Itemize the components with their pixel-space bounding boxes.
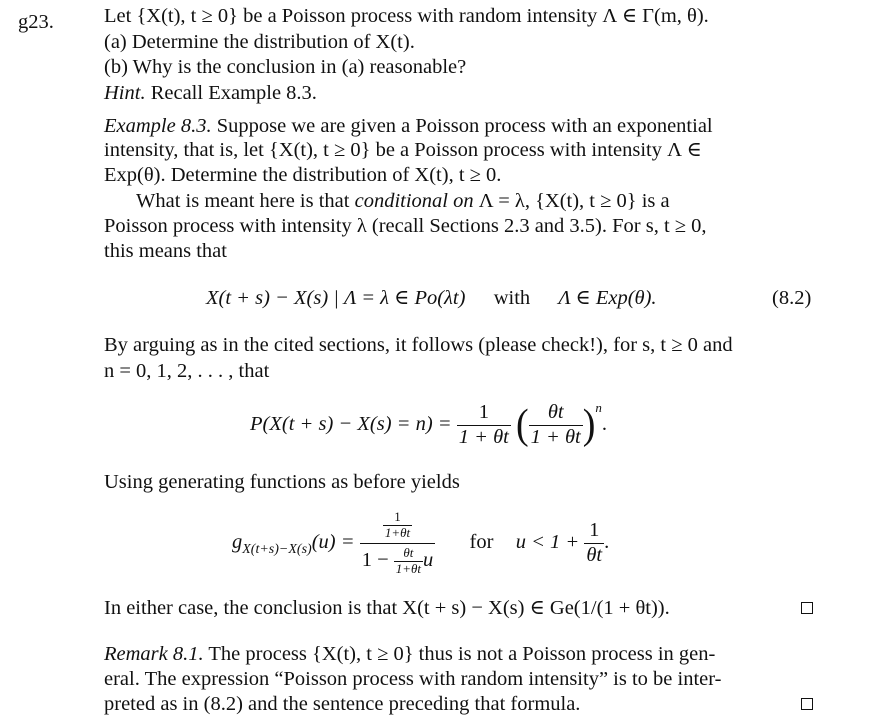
example-para2-line-3: this means that bbox=[104, 240, 227, 262]
gf-arg: (u) = bbox=[311, 531, 355, 554]
hint-label: Hint. bbox=[104, 82, 146, 104]
gf-equation bbox=[232, 510, 609, 577]
gf-inner-den: 1+θt bbox=[384, 524, 411, 540]
gf-condition: u < 1 + bbox=[515, 531, 580, 554]
gf-inner-fraction bbox=[383, 510, 412, 541]
example-para2-line-1 bbox=[136, 191, 670, 212]
gf-subscript: X(t+s)−X(s) bbox=[242, 542, 312, 558]
exercise-part-b: (b) Why is the conclusion in (a) reasonable? bbox=[104, 56, 467, 78]
equation-8-2 bbox=[206, 288, 657, 309]
hint-text: Recall Example 8.3. bbox=[150, 82, 317, 104]
example-line-1 bbox=[104, 116, 713, 137]
pmf-frac2-num: θt bbox=[529, 401, 583, 426]
gf-cond-den: θt bbox=[586, 543, 603, 566]
pmf-equation bbox=[250, 400, 607, 449]
remark-line-1 bbox=[104, 644, 715, 665]
pmf-frac1-num: 1 bbox=[457, 401, 511, 426]
exercise-number: g23. bbox=[18, 11, 54, 33]
remark-line-3: preted as in (8.2) and the sentence preceding that formula. bbox=[104, 693, 581, 715]
example-para3-line-1: By arguing as in the cited sections, it follows (please check!), for s, t ≥ 0 and bbox=[104, 334, 733, 356]
para2-text-c: Λ = λ, {X(t), t ≥ 0} is a bbox=[478, 190, 670, 212]
para2-text-b: conditional on bbox=[354, 190, 474, 212]
gf-den-frac-den: 1+θt bbox=[395, 560, 422, 576]
remark-line-2: eral. The expression “Poisson process with random intensity” is to be inter- bbox=[104, 668, 722, 690]
gf-den-fraction bbox=[394, 546, 423, 577]
example-line-3: Exp(θ). Determine the distribution of X(t), t ≥ 0. bbox=[104, 164, 502, 186]
para2-text-a: What is meant here is that bbox=[136, 190, 350, 212]
pmf-fraction-1 bbox=[457, 401, 511, 449]
gf-cond-num: 1 bbox=[584, 519, 604, 544]
eq82-with: with bbox=[493, 287, 531, 309]
pmf-period: . bbox=[601, 413, 608, 435]
example-para3-line-2: n = 0, 1, 2, . . . , that bbox=[104, 360, 270, 382]
example-para4: Using generating functions as before yields bbox=[104, 471, 460, 493]
pmf-frac1-den: 1 + θt bbox=[458, 425, 509, 448]
pmf-lhs: P(X(t + s) − X(s) = n) = bbox=[250, 413, 452, 435]
gf-den-u: u bbox=[423, 549, 434, 572]
remark-line1-text: The process {X(t), t ≥ 0} thus is not a Poisson process in gen- bbox=[208, 643, 716, 665]
pmf-exponent: n bbox=[595, 400, 602, 415]
left-paren: ( bbox=[516, 401, 529, 448]
gf-g: g bbox=[232, 531, 243, 554]
gf-den-prefix: 1 − bbox=[361, 549, 389, 572]
gf-cond-fraction bbox=[584, 519, 604, 567]
remark-label: Remark 8.1. bbox=[104, 643, 204, 665]
gf-for: for bbox=[469, 531, 494, 554]
gf-period: . bbox=[604, 531, 610, 554]
eq82-rhs: Λ ∈ Exp(θ). bbox=[558, 287, 657, 309]
example-label: Example 8.3. bbox=[104, 115, 212, 137]
example-para2-line-2: Poisson process with intensity λ (recall Sections 2.3 and 3.5). For s, t ≥ 0, bbox=[104, 215, 707, 237]
gf-den-frac-num: θt bbox=[394, 546, 423, 562]
pmf-frac2-den: 1 + θt bbox=[530, 425, 581, 448]
pmf-fraction-2 bbox=[529, 401, 583, 449]
example-line1-text: Suppose we are given a Poisson process with an exponential bbox=[216, 115, 713, 137]
example-conclusion: In either case, the conclusion is that X(t + s) − X(s) ∈ Ge(1/(1 + θt)). bbox=[104, 597, 670, 619]
exercise-statement: Let {X(t), t ≥ 0} be a Poisson process with random intensity Λ ∈ Γ(m, θ). bbox=[104, 5, 709, 27]
equation-tag: (8.2) bbox=[772, 287, 812, 309]
gf-main-fraction bbox=[360, 510, 436, 577]
gf-inner-num: 1 bbox=[383, 510, 412, 526]
exercise-part-a: (a) Determine the distribution of X(t). bbox=[104, 31, 415, 53]
qed-square-icon bbox=[801, 698, 813, 710]
eq82-lhs: X(t + s) − X(s) | Λ = λ ∈ Po(λt) bbox=[206, 287, 466, 309]
example-line-2: intensity, that is, let {X(t), t ≥ 0} be a Poisson process with intensity Λ ∈ bbox=[104, 139, 702, 161]
right-paren: ) bbox=[582, 401, 596, 448]
qed-square-icon bbox=[801, 602, 813, 614]
exercise-hint bbox=[104, 83, 317, 104]
